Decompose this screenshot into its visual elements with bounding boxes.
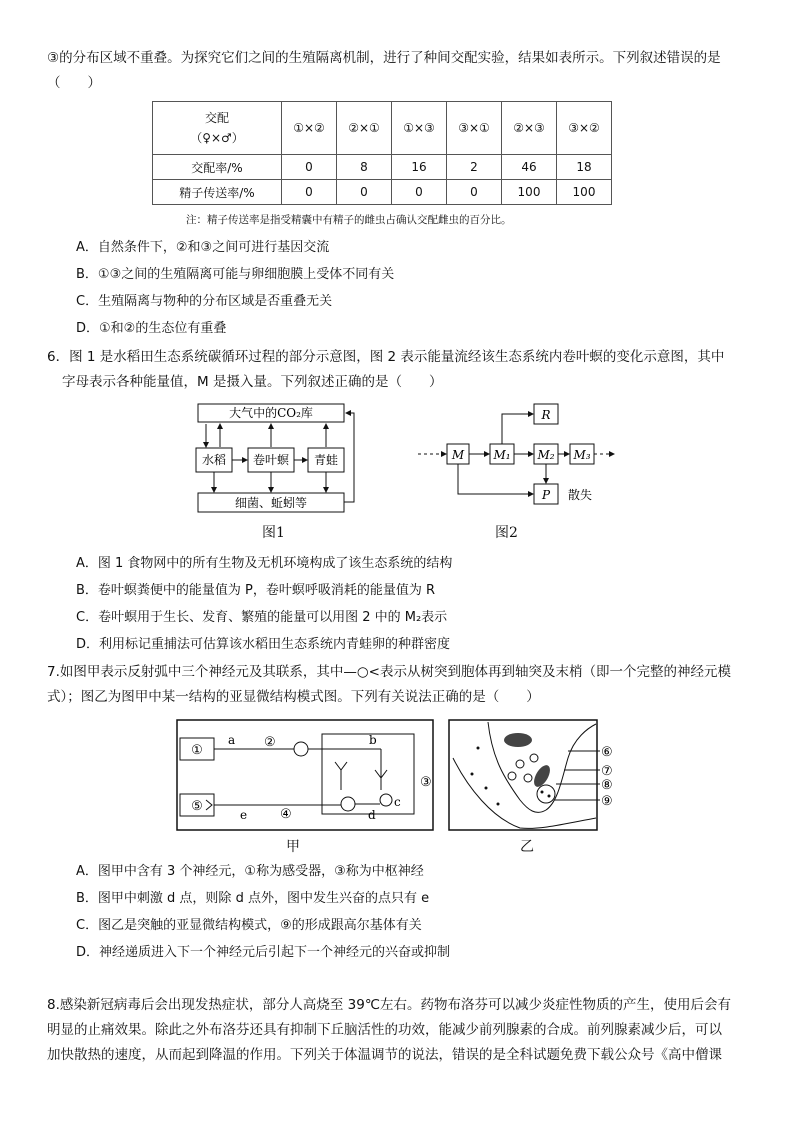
m3-label: M₃ bbox=[573, 448, 591, 462]
table-col-header: ②×① bbox=[337, 102, 392, 155]
fig2-caption: 图2 bbox=[495, 525, 518, 541]
table-cell: 100 bbox=[557, 180, 612, 205]
mitochondria-1 bbox=[504, 733, 532, 747]
frog-label: 青蛙 bbox=[313, 453, 339, 467]
table-note: 注：精子传送率是指受精囊中有精子的雌虫占确认交配雌虫的百分比。 bbox=[186, 214, 512, 226]
label-b: b bbox=[369, 733, 377, 747]
q7-stem-line1: 7.如图甲表示反射弧中三个神经元及其联系，其中—○<表示从树突到胞体再到轴突及末梢（即一个完整的神经元模 bbox=[47, 664, 731, 680]
q5-option-d: D．①和②的生态位有重叠 bbox=[76, 321, 227, 336]
table-col-header: ①×② bbox=[282, 102, 337, 155]
energy-arrows bbox=[458, 414, 614, 494]
co2-pool-label: 大气中的CO₂库 bbox=[229, 406, 313, 420]
r-label: R bbox=[541, 408, 551, 422]
table-cell: 100 bbox=[502, 180, 557, 205]
fig-a-caption: 甲 bbox=[286, 839, 300, 855]
decomposer-label: 细菌、蚯蚓等 bbox=[234, 496, 308, 510]
q5-option-b: B．①③之间的生殖隔离可能与卵细胞膜上受体不同有关 bbox=[76, 267, 395, 282]
q7-option-d: D．神经递质进入下一个神经元后引起下一个神经元的兴奋或抑制 bbox=[76, 945, 451, 960]
m1-label: M₁ bbox=[493, 448, 511, 462]
q5-option-c: C．生殖隔离与物种的分布区域是否重叠无关 bbox=[76, 294, 333, 309]
table-cell: 0 bbox=[337, 180, 392, 205]
table-cell: 0 bbox=[282, 180, 337, 205]
label-3: ③ bbox=[420, 775, 432, 790]
table-cell: 8 bbox=[337, 155, 392, 180]
q6-stem-line1: 6．图 1 是水稻田生态系统碳循环过程的部分示意图，图 2 表示能量流经该生态系统内卷叶螟的变化示意图，其中 bbox=[47, 349, 725, 365]
q7-stem-line2: 式）；图乙为图甲中某一结构的亚显微结构模式图。下列有关说法正确的是（ ） bbox=[47, 689, 540, 705]
table-cell: 46 bbox=[502, 155, 557, 180]
label-7: ⑦ bbox=[601, 764, 613, 779]
moth-label: 卷叶螟 bbox=[252, 453, 290, 467]
table-col-header: ③×② bbox=[557, 102, 612, 155]
neuron-body-3 bbox=[380, 794, 392, 806]
q6-option-c: C．卷叶螟用于生长、发育、繁殖的能量可以用图 2 中的 M₂表示 bbox=[76, 610, 448, 625]
q7-option-a: A．图甲中含有 3 个神经元，①称为感受器，③称为中枢神经 bbox=[76, 864, 424, 879]
q6-option-b: B．卷叶螟粪便中的能量值为 P，卷叶螟呼吸消耗的能量值为 R bbox=[76, 583, 436, 598]
q6-option-d: D．利用标记重捕法可估算该水稻田生态系统内青蛙卵的种群密度 bbox=[76, 637, 451, 652]
q7-option-b: B．图甲中刺激 d 点，则除 d 点外，图中发生兴奋的点只有 e bbox=[76, 891, 430, 906]
label-4: ④ bbox=[280, 807, 292, 822]
table-col-header: ③×① bbox=[447, 102, 502, 155]
m-label: M bbox=[451, 448, 465, 462]
table-cell: 18 bbox=[557, 155, 612, 180]
neuron-body-2 bbox=[341, 797, 355, 811]
label-2: ② bbox=[264, 735, 276, 750]
carbon-cycle-diagram bbox=[190, 398, 360, 518]
table-col-header: ①×③ bbox=[392, 102, 447, 155]
label-5: ⑤ bbox=[191, 799, 203, 814]
table-row bbox=[153, 180, 612, 205]
synaptic-vesicle bbox=[537, 785, 555, 803]
q5-stem-line1: ③的分布区域不重叠。为探究它们之间的生殖隔离机制，进行了种间交配实验，结果如表所示。下列叙述错误的是 bbox=[47, 50, 721, 66]
table-cell: 0 bbox=[392, 180, 447, 205]
label-6: ⑥ bbox=[601, 745, 613, 760]
q6-option-a: A．图 1 食物网中的所有生物及无机环境构成了该生态系统的结构 bbox=[76, 556, 453, 571]
reflex-arc-diagram bbox=[176, 718, 436, 832]
table-row bbox=[153, 155, 612, 180]
label-d: d bbox=[368, 808, 376, 822]
table-row-label: 交配率/% bbox=[153, 155, 282, 180]
q7-option-c: C．图乙是突触的亚显微结构模式，⑨的形成跟高尔基体有关 bbox=[76, 918, 422, 933]
mating-table bbox=[152, 101, 612, 205]
label-1: ① bbox=[191, 743, 203, 758]
fig1-caption: 图1 bbox=[262, 525, 285, 541]
p-label: P bbox=[541, 488, 551, 502]
energy-flow-diagram bbox=[410, 400, 620, 515]
label-c: c bbox=[394, 795, 401, 809]
label-e: e bbox=[240, 808, 248, 822]
rice-label: 水稻 bbox=[201, 453, 227, 467]
table-col-header: ②×③ bbox=[502, 102, 557, 155]
table-cell: 0 bbox=[282, 155, 337, 180]
q8-line3: 加快散热的速度，从而起到降温的作用。下列关于体温调节的说法，错误的是全科试题免费下载公众号《高中僧课 bbox=[47, 1047, 722, 1063]
m2-label: M₂ bbox=[537, 448, 555, 462]
label-8: ⑧ bbox=[601, 778, 613, 793]
table-header-row bbox=[153, 102, 612, 155]
lost-label: 散失 bbox=[568, 488, 593, 502]
table-cell: 2 bbox=[447, 155, 502, 180]
q8-line1: 8.感染新冠病毒后会出现发热症状，部分人高烧至 39℃左右。药物布洛芬可以减少炎症性物质的产生，使用后会有 bbox=[47, 997, 732, 1013]
table-cell: 16 bbox=[392, 155, 447, 180]
q8-line2: 明显的止痛效果。除此之外布洛芬还具有抑制下丘脑活性的功效，能减少前列腺素的合成。前列腺素减少后，可以 bbox=[47, 1022, 722, 1038]
label-9: ⑨ bbox=[601, 794, 613, 809]
q6-stem-line2: 字母表示各种能量值，M 是摄入量。下列叙述正确的是（ ） bbox=[62, 374, 443, 390]
table-header-label: 交配 （♀×♂） bbox=[153, 102, 282, 155]
table-cell: 0 bbox=[447, 180, 502, 205]
synapse-diagram bbox=[448, 718, 628, 832]
q5-option-a: A．自然条件下，②和③之间可进行基因交流 bbox=[76, 240, 330, 255]
neuron-body-1 bbox=[294, 742, 308, 756]
fig-b-caption: 乙 bbox=[520, 839, 534, 855]
table-row-label: 精子传送率/% bbox=[153, 180, 282, 205]
q5-stem-line2: （ ） bbox=[47, 75, 101, 91]
label-a: a bbox=[228, 733, 236, 747]
